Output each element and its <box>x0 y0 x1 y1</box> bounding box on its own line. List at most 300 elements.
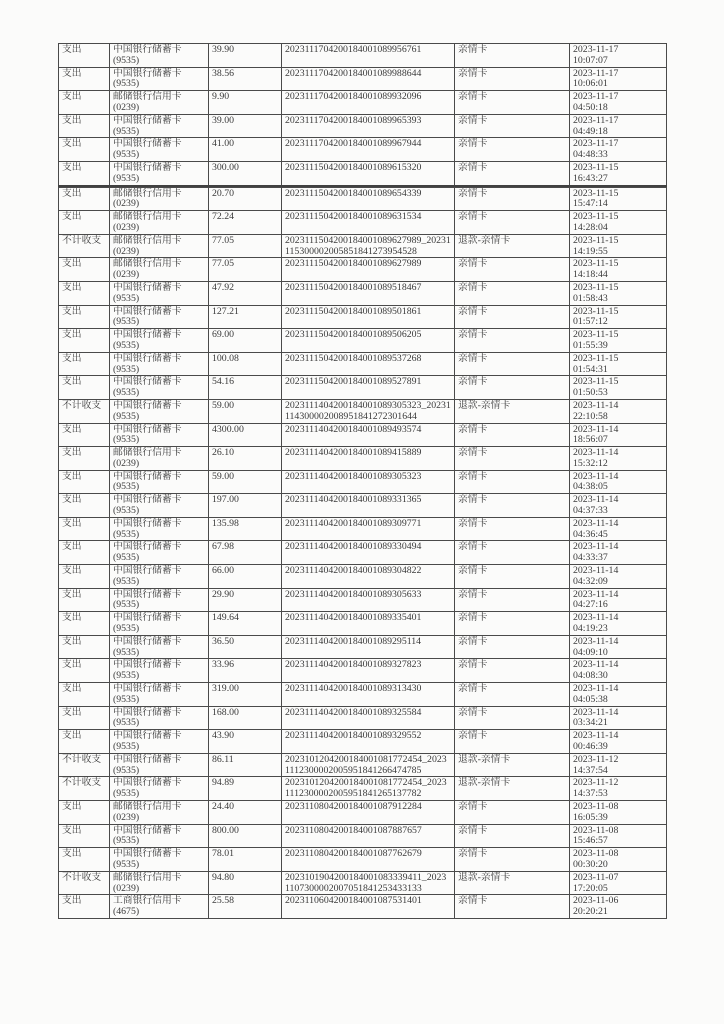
card-number: (9535) <box>113 693 140 705</box>
date-text: 2023-11-15 <box>573 258 619 270</box>
time-text: 14:37:53 <box>573 788 608 800</box>
card-number: (9535) <box>113 149 140 161</box>
datetime-cell <box>570 234 667 258</box>
card-cell <box>110 824 209 848</box>
amount-cell: 94.89 <box>209 777 282 801</box>
transaction-id-cell: 2023101204200184001081772454_20231112300002005951841266474785 <box>282 753 455 777</box>
date-text: 2023-11-14 <box>573 588 619 600</box>
transaction-id-cell: 2023101904200184001083339411_20231107300002007051841253433133 <box>282 871 455 895</box>
date-text: 2023-11-14 <box>573 399 619 411</box>
card-name: 中国银行储蓄卡 <box>113 541 182 553</box>
table-row <box>59 517 667 541</box>
card-name: 中国银行储蓄卡 <box>113 848 182 860</box>
transaction-id-cell: 2023111404200184001089330494 <box>282 541 455 565</box>
time-text: 00:46:39 <box>573 741 608 753</box>
category-cell: 亲情卡 <box>455 659 570 683</box>
card-cell <box>110 565 209 589</box>
transaction-id-cell: 2023111404200184001089295114 <box>282 635 455 659</box>
time-text: 01:55:39 <box>573 339 608 351</box>
card-cell <box>110 517 209 541</box>
amount-cell: 59.00 <box>209 399 282 423</box>
table-row <box>59 777 667 801</box>
date-text: 2023-11-15 <box>573 352 619 364</box>
card-name: 中国银行储蓄卡 <box>113 612 182 624</box>
card-number: (9535) <box>113 835 140 847</box>
type-cell: 支出 <box>59 494 110 518</box>
type-cell: 支出 <box>59 801 110 825</box>
table-row <box>59 329 667 353</box>
card-name: 邮储银行信用卡 <box>113 91 182 103</box>
card-number: (0239) <box>113 245 140 257</box>
table-row <box>59 683 667 707</box>
card-cell <box>110 281 209 305</box>
amount-cell: 100.08 <box>209 352 282 376</box>
card-name: 中国银行储蓄卡 <box>113 161 182 173</box>
card-name: 中国银行储蓄卡 <box>113 777 182 789</box>
card-cell <box>110 211 209 235</box>
transaction-id-cell: 2023110804200184001087887657 <box>282 824 455 848</box>
card-number: (9535) <box>113 646 140 658</box>
card-number: (9535) <box>113 670 140 682</box>
datetime-cell <box>570 753 667 777</box>
card-name: 中国银行储蓄卡 <box>113 470 182 482</box>
transaction-id-cell: 2023111504200184001089654339 <box>282 187 455 211</box>
time-text: 10:06:01 <box>573 78 608 90</box>
time-text: 04:08:30 <box>573 670 608 682</box>
card-cell <box>110 683 209 707</box>
type-cell: 支出 <box>59 44 110 68</box>
table-row <box>59 352 667 376</box>
transaction-id-cell: 2023111404200184001089304822 <box>282 565 455 589</box>
time-text: 04:27:16 <box>573 599 608 611</box>
transaction-id-cell: 2023111404200184001089415889 <box>282 447 455 471</box>
card-cell <box>110 329 209 353</box>
type-cell: 支出 <box>59 376 110 400</box>
card-name: 中国银行储蓄卡 <box>113 730 182 742</box>
category-cell: 亲情卡 <box>455 635 570 659</box>
type-cell: 支出 <box>59 423 110 447</box>
card-cell <box>110 541 209 565</box>
card-cell <box>110 423 209 447</box>
card-number: (9535) <box>113 575 140 587</box>
date-text: 2023-11-14 <box>573 470 619 482</box>
type-cell: 支出 <box>59 67 110 91</box>
category-cell: 亲情卡 <box>455 612 570 636</box>
date-text: 2023-11-06 <box>573 895 619 907</box>
datetime-cell <box>570 706 667 730</box>
card-name: 中国银行储蓄卡 <box>113 588 182 600</box>
card-cell <box>110 44 209 68</box>
card-cell <box>110 138 209 162</box>
datetime-cell <box>570 187 667 211</box>
amount-cell: 59.00 <box>209 470 282 494</box>
category-cell: 亲情卡 <box>455 494 570 518</box>
amount-cell: 39.00 <box>209 114 282 138</box>
card-name: 邮储银行信用卡 <box>113 801 182 812</box>
category-cell: 亲情卡 <box>455 517 570 541</box>
datetime-cell <box>570 352 667 376</box>
table-row <box>59 824 667 848</box>
time-text: 00:30:20 <box>573 858 608 870</box>
table-row <box>59 305 667 329</box>
transaction-id-cell: 2023111404200184001089305633 <box>282 588 455 612</box>
category-cell: 亲情卡 <box>455 541 570 565</box>
amount-cell: 72.24 <box>209 211 282 235</box>
card-number: (9535) <box>113 54 140 66</box>
table-row <box>59 114 667 138</box>
time-text: 14:28:04 <box>573 221 608 233</box>
category-cell: 亲情卡 <box>455 211 570 235</box>
card-name: 中国银行储蓄卡 <box>113 706 182 718</box>
category-cell: 亲情卡 <box>455 352 570 376</box>
datetime-cell <box>570 517 667 541</box>
date-text: 2023-11-14 <box>573 494 619 506</box>
table-row <box>59 541 667 565</box>
datetime-cell <box>570 895 667 919</box>
transaction-id-cell: 2023111404200184001089331365 <box>282 494 455 518</box>
datetime-cell <box>570 114 667 138</box>
type-cell: 支出 <box>59 305 110 329</box>
card-name: 中国银行储蓄卡 <box>113 376 182 388</box>
card-number: (9535) <box>113 623 140 635</box>
datetime-cell <box>570 871 667 895</box>
table-row <box>59 187 667 211</box>
type-cell: 支出 <box>59 114 110 138</box>
card-number: (9535) <box>113 741 140 753</box>
date-text: 2023-11-15 <box>573 305 619 317</box>
date-text: 2023-11-15 <box>573 234 619 246</box>
card-name: 中国银行储蓄卡 <box>113 138 182 150</box>
datetime-cell <box>570 376 667 400</box>
card-number: (9535) <box>113 858 140 870</box>
card-name: 邮储银行信用卡 <box>113 871 182 883</box>
card-number: (9535) <box>113 717 140 729</box>
card-name: 中国银行储蓄卡 <box>113 635 182 647</box>
card-cell <box>110 187 209 211</box>
amount-cell: 77.05 <box>209 258 282 282</box>
type-cell: 支出 <box>59 683 110 707</box>
date-text: 2023-11-08 <box>573 848 619 860</box>
date-text: 2023-11-15 <box>573 211 619 223</box>
card-name: 中国银行储蓄卡 <box>113 44 182 55</box>
amount-cell: 38.56 <box>209 67 282 91</box>
category-cell: 亲情卡 <box>455 683 570 707</box>
table-row <box>59 258 667 282</box>
table-row <box>59 138 667 162</box>
table-row <box>59 706 667 730</box>
table-row <box>59 470 667 494</box>
amount-cell: 197.00 <box>209 494 282 518</box>
card-cell <box>110 612 209 636</box>
datetime-cell <box>570 565 667 589</box>
type-cell: 支出 <box>59 91 110 115</box>
category-cell: 退款-亲情卡 <box>455 399 570 423</box>
card-name: 邮储银行信用卡 <box>113 234 182 246</box>
transaction-id-cell: 2023111704200184001089956761 <box>282 44 455 68</box>
table-row <box>59 211 667 235</box>
transaction-id-cell: 2023111404200184001089309771 <box>282 517 455 541</box>
table-row <box>59 588 667 612</box>
card-cell <box>110 730 209 754</box>
amount-cell: 94.80 <box>209 871 282 895</box>
card-name: 邮储银行信用卡 <box>113 258 182 270</box>
type-cell: 支出 <box>59 187 110 211</box>
datetime-cell <box>570 541 667 565</box>
category-cell: 亲情卡 <box>455 447 570 471</box>
card-name: 中国银行储蓄卡 <box>113 753 182 765</box>
amount-cell: 67.98 <box>209 541 282 565</box>
transaction-id-cell: 2023111404200184001089305323 <box>282 470 455 494</box>
date-text: 2023-11-14 <box>573 683 619 695</box>
amount-cell: 20.70 <box>209 187 282 211</box>
time-text: 01:57:12 <box>573 316 608 328</box>
transaction-id-cell: 2023111404200184001089329552 <box>282 730 455 754</box>
transaction-id-cell: 2023111704200184001089932096 <box>282 91 455 115</box>
card-name: 邮储银行信用卡 <box>113 447 182 459</box>
card-number: (9535) <box>113 434 140 446</box>
amount-cell: 47.92 <box>209 281 282 305</box>
card-cell <box>110 91 209 115</box>
amount-cell: 24.40 <box>209 801 282 825</box>
time-text: 04:33:37 <box>573 552 608 564</box>
category-cell: 亲情卡 <box>455 305 570 329</box>
card-number: (0239) <box>113 269 140 281</box>
card-cell <box>110 895 209 919</box>
amount-cell: 800.00 <box>209 824 282 848</box>
table-row <box>59 67 667 91</box>
time-text: 04:36:45 <box>573 528 608 540</box>
transaction-id-cell: 2023111404200184001089335401 <box>282 612 455 636</box>
card-number: (4675) <box>113 906 140 918</box>
amount-cell: 77.05 <box>209 234 282 258</box>
table-row <box>59 44 667 68</box>
card-number: (9535) <box>113 599 140 611</box>
transaction-id-cell: 2023101204200184001081772454_20231112300002005951841265137782 <box>282 777 455 801</box>
date-text: 2023-11-14 <box>573 423 619 435</box>
datetime-cell <box>570 612 667 636</box>
category-cell: 亲情卡 <box>455 824 570 848</box>
card-name: 中国银行储蓄卡 <box>113 399 182 411</box>
datetime-cell <box>570 258 667 282</box>
type-cell: 支出 <box>59 470 110 494</box>
card-number: (9535) <box>113 339 140 351</box>
time-text: 18:56:07 <box>573 434 608 446</box>
card-cell <box>110 305 209 329</box>
transaction-id-cell: 2023111404200184001089493574 <box>282 423 455 447</box>
category-cell: 亲情卡 <box>455 895 570 919</box>
table-row <box>59 494 667 518</box>
amount-cell: 66.00 <box>209 565 282 589</box>
datetime-cell <box>570 659 667 683</box>
card-name: 中国银行储蓄卡 <box>113 329 182 341</box>
transaction-id-cell: 2023110804200184001087912284 <box>282 801 455 825</box>
type-cell: 支出 <box>59 706 110 730</box>
transaction-id-cell: 2023111704200184001089965393 <box>282 114 455 138</box>
date-text: 2023-11-17 <box>573 138 619 150</box>
type-cell: 支出 <box>59 541 110 565</box>
amount-cell: 43.90 <box>209 730 282 754</box>
datetime-cell <box>570 824 667 848</box>
type-cell: 支出 <box>59 895 110 919</box>
category-cell: 亲情卡 <box>455 801 570 825</box>
type-cell: 支出 <box>59 352 110 376</box>
card-name: 中国银行储蓄卡 <box>113 305 182 317</box>
type-cell: 支出 <box>59 517 110 541</box>
card-number: (9535) <box>113 292 140 304</box>
card-number: (0239) <box>113 101 140 113</box>
category-cell: 退款-亲情卡 <box>455 753 570 777</box>
type-cell: 支出 <box>59 612 110 636</box>
card-name: 中国银行储蓄卡 <box>113 352 182 364</box>
time-text: 04:09:10 <box>573 646 608 658</box>
table-row <box>59 871 667 895</box>
table-row <box>59 399 667 423</box>
time-text: 17:20:05 <box>573 882 608 894</box>
transaction-id-cell: 2023111504200184001089615320 <box>282 161 455 185</box>
table-row <box>59 635 667 659</box>
time-text: 03:34:21 <box>573 717 608 729</box>
time-text: 15:47:14 <box>573 198 608 210</box>
type-cell: 支出 <box>59 565 110 589</box>
card-number: (0239) <box>113 457 140 469</box>
datetime-cell <box>570 329 667 353</box>
card-cell <box>110 871 209 895</box>
amount-cell: 41.00 <box>209 138 282 162</box>
transaction-id-cell: 2023111404200184001089305323_20231114300002008951841272301644 <box>282 399 455 423</box>
type-cell: 支出 <box>59 447 110 471</box>
amount-cell: 127.21 <box>209 305 282 329</box>
amount-cell: 36.50 <box>209 635 282 659</box>
card-name: 邮储银行信用卡 <box>113 211 182 223</box>
category-cell: 退款-亲情卡 <box>455 777 570 801</box>
category-cell: 亲情卡 <box>455 376 570 400</box>
table-row <box>59 565 667 589</box>
type-cell: 不计收支 <box>59 234 110 258</box>
card-cell <box>110 753 209 777</box>
date-text: 2023-11-14 <box>573 612 619 624</box>
amount-cell: 26.10 <box>209 447 282 471</box>
type-cell: 支出 <box>59 848 110 872</box>
card-name: 中国银行储蓄卡 <box>113 281 182 293</box>
datetime-cell <box>570 423 667 447</box>
category-cell: 亲情卡 <box>455 565 570 589</box>
category-cell: 亲情卡 <box>455 258 570 282</box>
datetime-cell <box>570 91 667 115</box>
table-row <box>59 612 667 636</box>
category-cell: 亲情卡 <box>455 588 570 612</box>
table-row <box>59 447 667 471</box>
datetime-cell <box>570 399 667 423</box>
date-text: 2023-11-17 <box>573 114 619 126</box>
category-cell: 退款-亲情卡 <box>455 234 570 258</box>
category-cell: 亲情卡 <box>455 161 570 185</box>
transaction-id-cell: 2023111704200184001089967944 <box>282 138 455 162</box>
card-cell <box>110 706 209 730</box>
card-number: (9535) <box>113 788 140 800</box>
card-number: (0239) <box>113 882 140 894</box>
time-text: 04:19:23 <box>573 623 608 635</box>
time-text: 01:54:31 <box>573 363 608 375</box>
transaction-id-cell: 2023111504200184001089506205 <box>282 329 455 353</box>
transaction-id-cell: 2023111504200184001089627989_20231115300002005851841273954528 <box>282 234 455 258</box>
table-row <box>59 161 667 185</box>
type-cell: 不计收支 <box>59 777 110 801</box>
card-cell <box>110 635 209 659</box>
category-cell: 亲情卡 <box>455 706 570 730</box>
type-cell: 支出 <box>59 138 110 162</box>
card-name: 中国银行储蓄卡 <box>113 659 182 671</box>
datetime-cell <box>570 730 667 754</box>
amount-cell: 25.58 <box>209 895 282 919</box>
table-row <box>59 234 667 258</box>
transactions-table-wrap <box>58 43 666 919</box>
date-text: 2023-11-12 <box>573 753 619 765</box>
transaction-id-cell: 2023111504200184001089501861 <box>282 305 455 329</box>
card-number: (9535) <box>113 528 140 540</box>
date-text: 2023-11-15 <box>573 376 619 388</box>
type-cell: 不计收支 <box>59 753 110 777</box>
date-text: 2023-11-14 <box>573 659 619 671</box>
time-text: 04:50:18 <box>573 101 608 113</box>
transactions-table-section-1 <box>58 43 667 187</box>
card-cell <box>110 777 209 801</box>
time-text: 10:07:07 <box>573 54 608 66</box>
category-cell: 亲情卡 <box>455 138 570 162</box>
datetime-cell <box>570 447 667 471</box>
time-text: 16:43:27 <box>573 172 608 184</box>
card-cell <box>110 376 209 400</box>
table-row <box>59 659 667 683</box>
card-cell <box>110 801 209 825</box>
datetime-cell <box>570 494 667 518</box>
datetime-cell <box>570 635 667 659</box>
card-name: 中国银行储蓄卡 <box>113 114 182 126</box>
type-cell: 支出 <box>59 588 110 612</box>
card-cell <box>110 161 209 185</box>
amount-cell: 69.00 <box>209 329 282 353</box>
amount-cell: 33.96 <box>209 659 282 683</box>
card-number: (9535) <box>113 481 140 493</box>
transactions-table-section-2 <box>58 187 667 919</box>
card-name: 中国银行储蓄卡 <box>113 494 182 506</box>
card-cell <box>110 588 209 612</box>
datetime-cell <box>570 281 667 305</box>
date-text: 2023-11-12 <box>573 777 619 789</box>
date-text: 2023-11-14 <box>573 541 619 553</box>
amount-cell: 29.90 <box>209 588 282 612</box>
amount-cell: 78.01 <box>209 848 282 872</box>
amount-cell: 319.00 <box>209 683 282 707</box>
card-number: (9535) <box>113 505 140 517</box>
table-row <box>59 801 667 825</box>
time-text: 14:19:55 <box>573 245 608 257</box>
category-cell: 亲情卡 <box>455 91 570 115</box>
datetime-cell <box>570 211 667 235</box>
time-text: 22:10:58 <box>573 410 608 422</box>
datetime-cell <box>570 588 667 612</box>
type-cell: 支出 <box>59 824 110 848</box>
date-text: 2023-11-08 <box>573 801 619 812</box>
card-number: (9535) <box>113 764 140 776</box>
date-text: 2023-11-15 <box>573 281 619 293</box>
amount-cell: 149.64 <box>209 612 282 636</box>
time-text: 04:37:33 <box>573 505 608 517</box>
time-text: 14:37:54 <box>573 764 608 776</box>
date-text: 2023-11-07 <box>573 871 619 883</box>
card-name: 中国银行储蓄卡 <box>113 517 182 529</box>
category-cell: 亲情卡 <box>455 281 570 305</box>
datetime-cell <box>570 161 667 185</box>
